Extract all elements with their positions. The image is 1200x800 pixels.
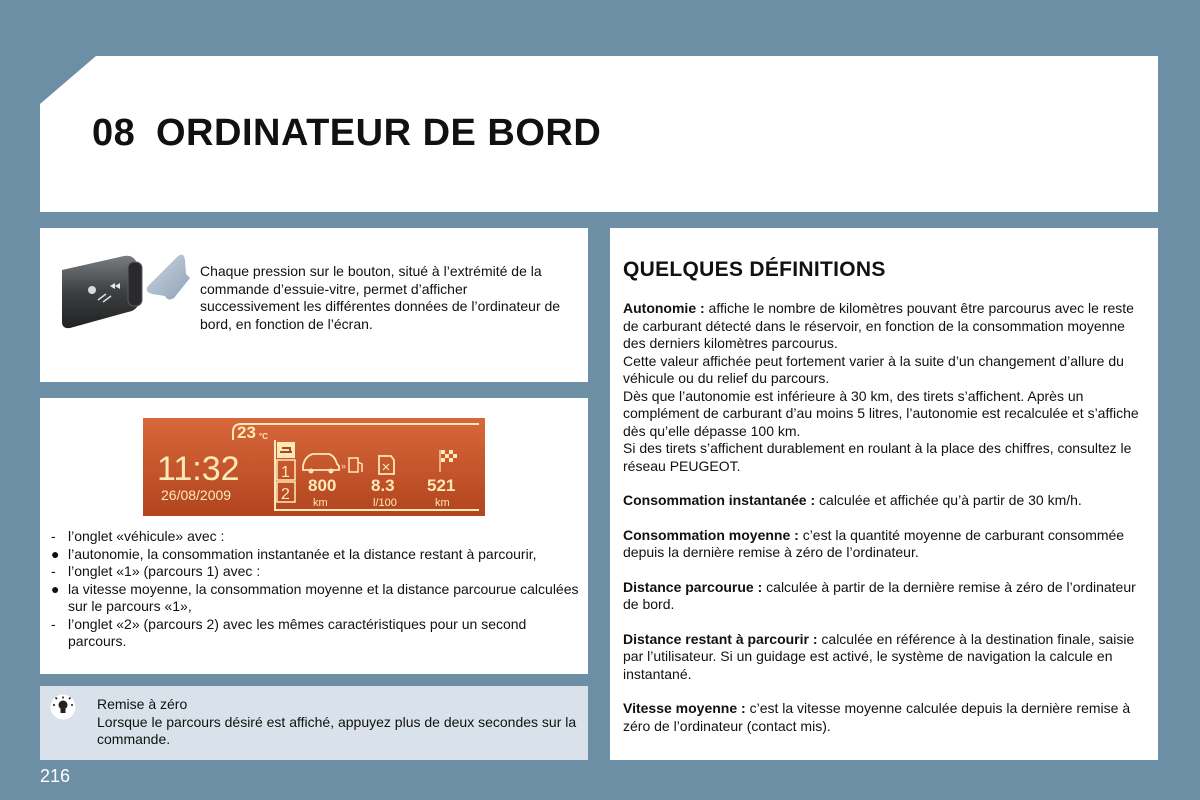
autonomy-unit: km — [313, 497, 328, 509]
consumption-unit: l/100 — [373, 497, 397, 509]
definition-consommation-moyenne: Consommation moyenne : c’est la quantité moyenne de carburant consommée depuis la dernière remise à zéro de l’ordinateur. — [623, 526, 1125, 560]
tip-title: Remise à zéro — [97, 696, 188, 712]
definitions-body — [623, 300, 1148, 752]
wiper-stalk-illustration — [40, 228, 200, 382]
light-bulb-icon — [50, 694, 76, 720]
pointer-arrow-icon — [147, 255, 190, 300]
definitions-panel — [610, 228, 1158, 760]
list-item: ● la vitesse moyenne, la consommation moyenne et la distance parcourue calculées sur le parcours «1», — [51, 580, 579, 614]
tip-body: Lorsque le parcours désiré est affiché, appuyez plus de deux secondes sur la commande. — [97, 713, 577, 747]
definition-distance-parcourue: Distance parcourue : calculée à partir de la dernière remise à zéro de l’ordinateur de bord. — [623, 578, 1136, 612]
autonomy-value: 800 — [308, 476, 337, 495]
definition-autonomie: Autonomie : affiche le nombre de kilomètres pouvant être parcourus avec le reste de carburant détecté dans le réservoir, en fonction de la consommation moyenne des derniers kilomètres parcourus. Cette valeur affichée peut fortement varier à la suite d’un changement d’allure du véhicule ou du relief du parcours. Dès que l’autonomie est inférieure à 30 km, des tirets s’affichent. Après un complément de carburant d’au moins 5 litres, l’autonomie est recalculée et s’affiche dès qu’elle dépasse 100 km. Si des tirets s’affichent durablement en roulant à la place des chiffres, consultez le réseau PEUGEOT. — [623, 300, 1139, 474]
chapter-title: ORDINATEUR DE BORD — [156, 112, 602, 154]
multifunction-screen — [143, 418, 485, 516]
chapter-number: 08 — [92, 112, 136, 154]
tab-1: 1 — [281, 464, 290, 481]
wash-icon — [88, 286, 96, 294]
tab-description-list — [50, 528, 580, 651]
definition-vitesse-moyenne: Vitesse moyenne : c’est la vitesse moyenne calculée depuis la dernière remise à zéro de l’ordinateur (contact mis). — [623, 700, 1131, 734]
tip-text — [97, 696, 577, 749]
vehicle-tab — [277, 442, 295, 458]
list-item: ● l’autonomie, la consommation instantanée et la distance restant à parcourir, — [51, 545, 537, 562]
list-item: - l’onglet «1» (parcours 1) avec : — [51, 563, 261, 579]
date: 26/08/2009 — [161, 487, 232, 503]
tip-panel — [40, 686, 588, 760]
definitions-title: QUELQUES DÉFINITIONS — [623, 258, 886, 281]
tab-2: 2 — [281, 486, 290, 503]
stalk-panel — [40, 228, 588, 382]
definition-distance-restant: Distance restant à parcourir : calculée en référence à la destination finale, saisie par l’utilisateur. Si un guidage est activé, le système de navigation la calcule en instantané. — [623, 630, 1135, 682]
temperature-value: 23 — [237, 423, 256, 442]
clock: 11:32 — [157, 450, 240, 488]
range-arrow-icon: » — [341, 461, 347, 471]
remaining-distance-unit: km — [435, 497, 450, 509]
remaining-distance-value: 521 — [427, 476, 456, 495]
display-panel — [40, 398, 588, 674]
stalk-button — [128, 262, 142, 306]
list-item: - l’onglet «2» (parcours 2) avec les mêmes caractéristiques pour un second parcours. — [51, 615, 527, 649]
definition-consommation-instantanee: Consommation instantanée : calculée et affichée qu’à partir de 30 km/h. — [623, 492, 1082, 508]
temperature-unit: °C — [259, 432, 268, 441]
consumption-value: 8.3 — [371, 476, 395, 495]
stalk-description: Chaque pression sur le bouton, situé à l’extrémité de la commande d’essuie-vitre, permet d’afficher successivement les différentes données de l’ordinateur de bord, en fonction de l’écran. — [200, 263, 561, 332]
list-item: - l’onglet «véhicule» avec : — [51, 528, 225, 544]
page-number: 216 — [40, 766, 71, 786]
